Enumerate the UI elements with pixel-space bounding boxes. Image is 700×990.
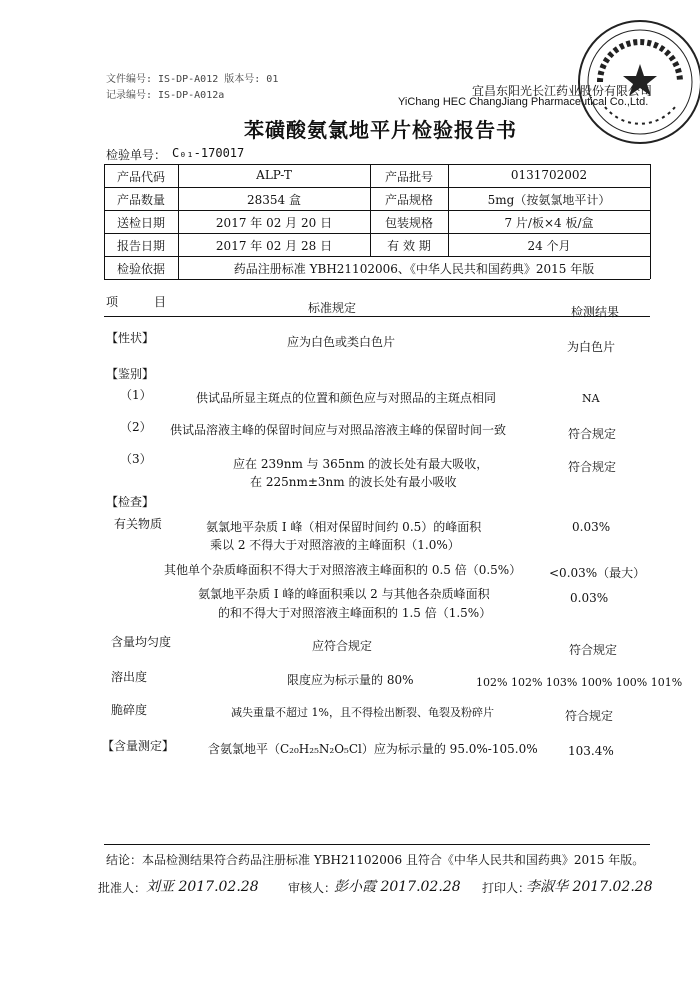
result-header: 检测结果: [571, 305, 620, 319]
conclusion: 结论：本品检测结果符合药品注册标准 YBH21102006 且符合《中华人民共和国药典》2015 年版。: [106, 853, 645, 867]
report-number-label: 检验单号：: [106, 148, 167, 162]
single-impurity-result: <0.03%（最大）: [549, 566, 646, 580]
id3-standard-line2: 在 225nm±3nm 的波长处有最小吸收: [250, 475, 457, 489]
quantity: 28354 盒: [247, 193, 301, 207]
related-standard-line2: 乘以 2 不得大于对照溶液的主峰面积（1.0%）: [210, 538, 460, 552]
total-impurity-standard-line2: 的和不得大于对照溶液主峰面积的 1.5 倍（1.5%）: [218, 606, 492, 620]
appearance-label: 【性状】: [106, 331, 155, 345]
assay-label: 【含量测定】: [102, 739, 175, 753]
appearance-result: 为白色片: [567, 340, 616, 354]
company-name-cn: 宜昌东阳光长江药业股份有限公司: [472, 84, 653, 98]
seal-graphic: [580, 22, 700, 142]
friability-standard: 减失重量不超过 1%，且不得检出断裂、龟裂及粉碎片: [231, 706, 494, 719]
identification-label: 【鉴别】: [106, 367, 155, 381]
quantity-label: 产品数量: [116, 193, 165, 207]
approver-signature: 刘亚 2017.02.28: [146, 879, 259, 895]
company-name-en: YiChang HEC ChangJiang Pharmaceutical Co.,Ltd.: [398, 96, 649, 108]
submit-date: 2017 年 02 月 20 日: [215, 216, 333, 230]
document-number: 文件编号: IS-DP-A012 版本号: 01: [106, 74, 279, 85]
id1-result: NA: [582, 392, 600, 405]
reviewer-signature: 彭小霞 2017.02.28: [334, 879, 461, 895]
validity: 24 个月: [527, 239, 571, 253]
printer-signature: 李淑华 2017.02.28: [526, 879, 653, 895]
id2-number: （2）: [120, 420, 152, 434]
related-substances-label: 有关物质: [114, 517, 163, 531]
package: 7 片/板×4 板/盒: [504, 216, 594, 230]
id3-standard-line1: 应在 239nm 与 365nm 的波长处有最大吸收，: [233, 457, 489, 471]
dissolution-standard: 限度应为标示量的 80%: [287, 673, 414, 687]
id2-standard: 供试品溶液主峰的保留时间应与对照品溶液主峰的保留时间一致: [170, 423, 507, 437]
page-title: 苯磺酸氨氯地平片检验报告书: [244, 118, 517, 142]
id1-standard: 供试品所显主斑点的位置和颜色应与对照品的主斑点相同: [196, 391, 497, 405]
id3-result: 符合规定: [568, 460, 617, 474]
tests-label: 【检查】: [106, 495, 155, 509]
assay-result: 103.4%: [568, 744, 614, 758]
single-impurity-standard: 其他单个杂质峰面积不得大于对照溶液主峰面积的 0.5 倍（0.5%）: [164, 563, 522, 577]
approver-label: 批准人：: [98, 881, 147, 895]
appearance-standard: 应为白色或类白色片: [287, 335, 396, 349]
spec-label: 产品规格: [384, 193, 433, 207]
printer-label: 打印人：: [482, 881, 531, 895]
reviewer-label: 审核人：: [288, 881, 337, 895]
dissolution-label: 溶出度: [111, 670, 148, 684]
assay-standard: 含氨氯地平（C₂₀H₂₅N₂O₅Cl）应为标示量的 95.0%-105.0%: [208, 742, 538, 756]
batch-label: 产品批号: [384, 170, 433, 184]
spec: 5mg（按氨氯地平计）: [487, 193, 611, 207]
uniformity-label: 含量均匀度: [111, 635, 172, 649]
package-label: 包装规格: [384, 216, 433, 230]
report-number: C₀₁-170017: [172, 146, 245, 160]
total-impurity-standard-line1: 氨氯地平杂质 I 峰的峰面积乘以 2 与其他各杂质峰面积: [198, 587, 490, 601]
validity-label: 有 效 期: [387, 239, 431, 253]
uniformity-result: 符合规定: [569, 643, 618, 657]
id2-result: 符合规定: [568, 427, 617, 441]
submit-date-label: 送检日期: [116, 216, 165, 230]
related-standard-line1: 氨氯地平杂质 I 峰（相对保留时间约 0.5）的峰面积: [206, 520, 482, 534]
total-impurity-result: 0.03%: [570, 591, 609, 605]
basis: 药品注册标准 YBH21102006、《中华人民共和国药典》2015 年版: [233, 262, 595, 276]
uniformity-standard: 应符合规定: [312, 639, 373, 653]
friability-result: 符合规定: [565, 709, 614, 723]
friability-label: 脆碎度: [111, 703, 148, 717]
id3-number: （3）: [120, 452, 152, 466]
product-code-label: 产品代码: [116, 170, 165, 184]
product-code: ALP-T: [256, 168, 292, 182]
standard-header: 标准规定: [308, 301, 357, 315]
item-header: 项 目: [106, 295, 167, 309]
batch-number: 0131702002: [510, 168, 588, 182]
company-seal: [578, 20, 700, 144]
dissolution-result: 102% 102% 103% 100% 100% 101%: [476, 676, 683, 689]
related-result: 0.03%: [572, 520, 611, 534]
id1-number: （1）: [120, 388, 152, 402]
record-number: 记录编号: IS-DP-A012a: [106, 90, 225, 101]
basis-label: 检验依据: [116, 262, 165, 276]
report-date-label: 报告日期: [116, 239, 165, 253]
report-date: 2017 年 02 月 28 日: [215, 239, 333, 253]
